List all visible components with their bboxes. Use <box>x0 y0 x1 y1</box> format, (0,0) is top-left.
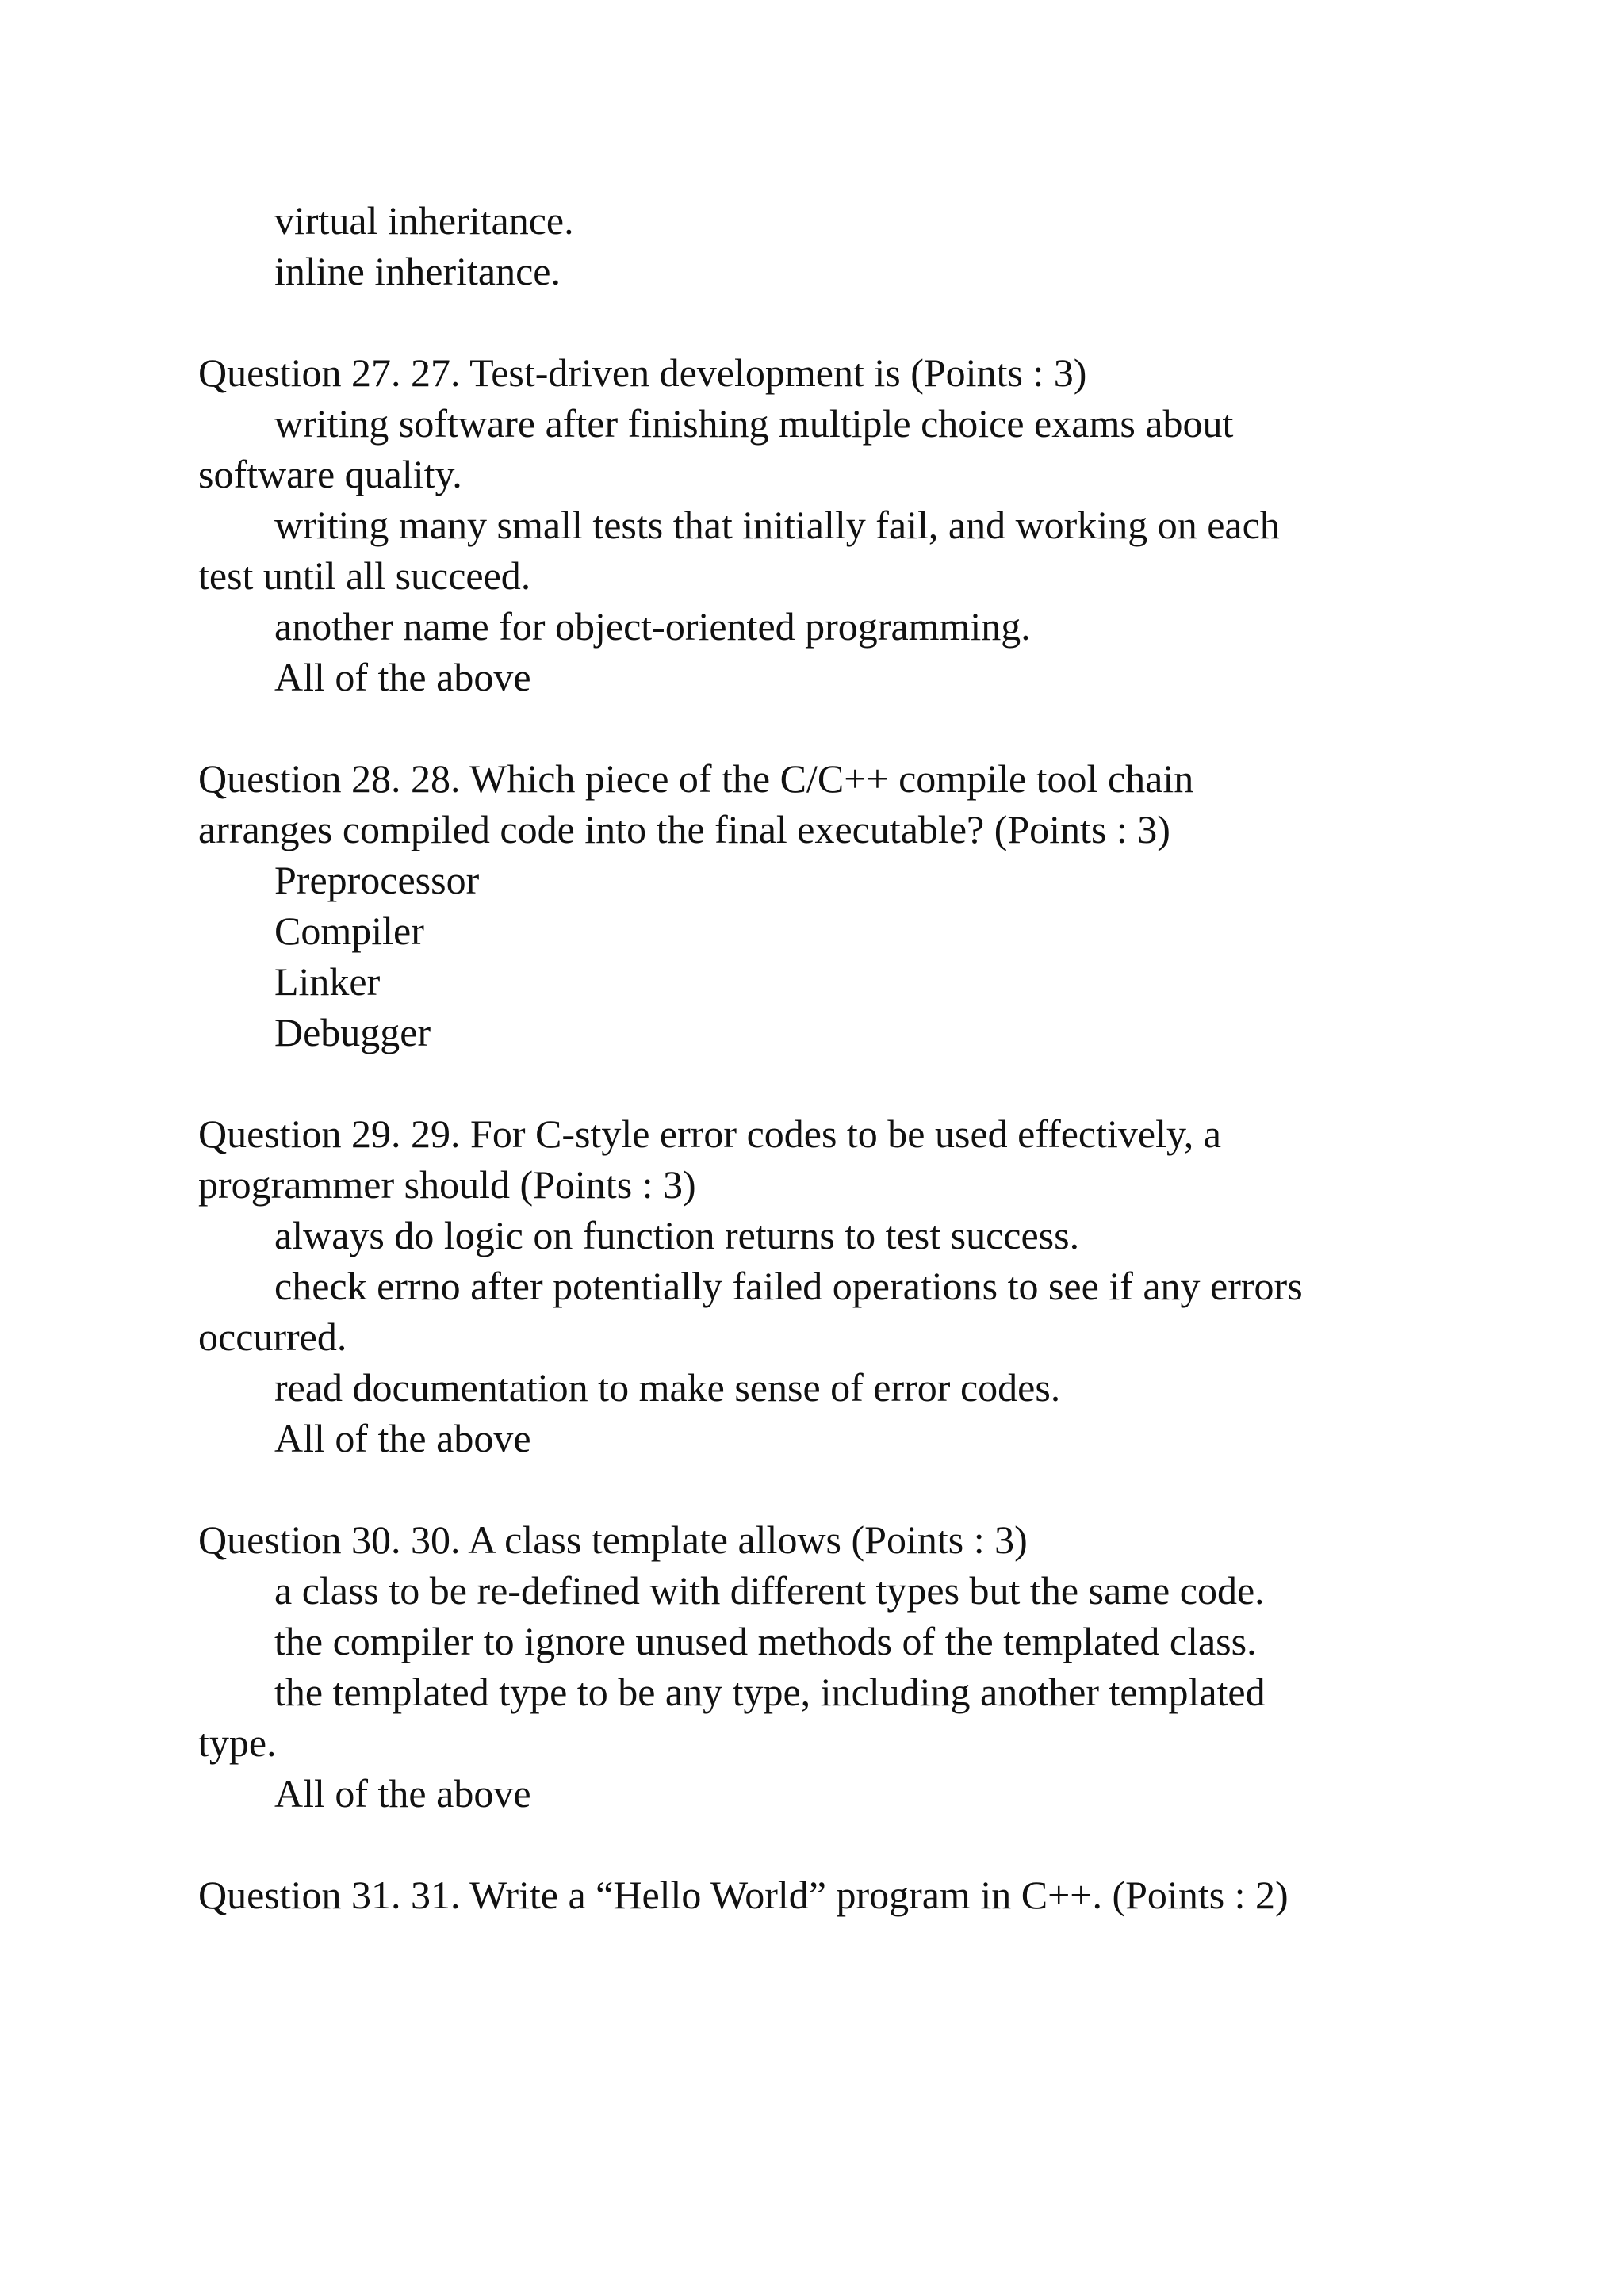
option <box>198 1667 1435 1768</box>
option-text: All of the above <box>274 1416 531 1460</box>
option-text: another name for object-oriented programming. <box>274 604 1031 649</box>
question-30 <box>198 1514 1435 1819</box>
option <box>198 1261 1435 1362</box>
question-prompt: Question 27. 27. Test-driven development is (Points : 3) <box>198 350 1087 395</box>
spacer <box>198 1464 1435 1514</box>
option-text: writing software after finishing multiple choice exams about <box>274 401 1234 446</box>
spacer <box>198 1819 1435 1869</box>
option-text: read documentation to make sense of error codes. <box>274 1365 1061 1410</box>
question-prompt: Question 28. 28. Which piece of the C/C++ compile tool chain <box>198 756 1194 801</box>
option-text: Linker <box>274 959 381 1004</box>
option-text: Compiler <box>274 909 424 953</box>
option-text: a class to be re-defined with different types but the same code. <box>274 1568 1265 1613</box>
question-28 <box>198 753 1435 1058</box>
question-prompt-continued: programmer should (Points : 3) <box>198 1162 696 1207</box>
option-text: All of the above <box>274 655 531 699</box>
option <box>198 652 1435 702</box>
option-text: check errno after potentially failed operations to see if any errors <box>274 1264 1303 1308</box>
option-text-continued: test until all succeed. <box>198 553 531 598</box>
option-text-continued: software quality. <box>198 452 462 496</box>
carryover-options <box>198 195 1435 297</box>
option <box>198 398 1435 499</box>
question-31 <box>198 1869 1435 1920</box>
spacer <box>198 1058 1435 1108</box>
question-prompt: Question 31. 31. Write a “Hello World” program in C++. (Points : 2) <box>198 1873 1289 1917</box>
question-prompt: Question 30. 30. A class template allows (Points : 3) <box>198 1517 1028 1562</box>
spacer <box>198 702 1435 753</box>
option-text-continued: occurred. <box>198 1314 347 1359</box>
option-text: All of the above <box>274 1771 531 1816</box>
question-27 <box>198 347 1435 702</box>
question-prompt-continued: arranges compiled code into the final executable? (Points : 3) <box>198 807 1170 851</box>
document-content <box>198 195 1435 1920</box>
question-prompt: Question 29. 29. For C-style error codes to be used effectively, a <box>198 1112 1221 1156</box>
option <box>198 499 1435 601</box>
option-text: the compiler to ignore unused methods of the templated class. <box>274 1619 1257 1663</box>
option-text: always do logic on function returns to test success. <box>274 1213 1080 1257</box>
option-text: inline inheritance. <box>274 249 561 293</box>
option <box>198 601 1435 652</box>
option-text: the templated type to be any type, including another templated <box>274 1670 1266 1714</box>
option-text-continued: type. <box>198 1720 277 1765</box>
spacer <box>198 297 1435 347</box>
question-29 <box>198 1108 1435 1464</box>
option-text: Debugger <box>274 1010 431 1054</box>
option-text: Preprocessor <box>274 858 480 902</box>
option-text: writing many small tests that initially fail, and working on each <box>274 503 1280 547</box>
option-text: virtual inheritance. <box>274 198 574 243</box>
